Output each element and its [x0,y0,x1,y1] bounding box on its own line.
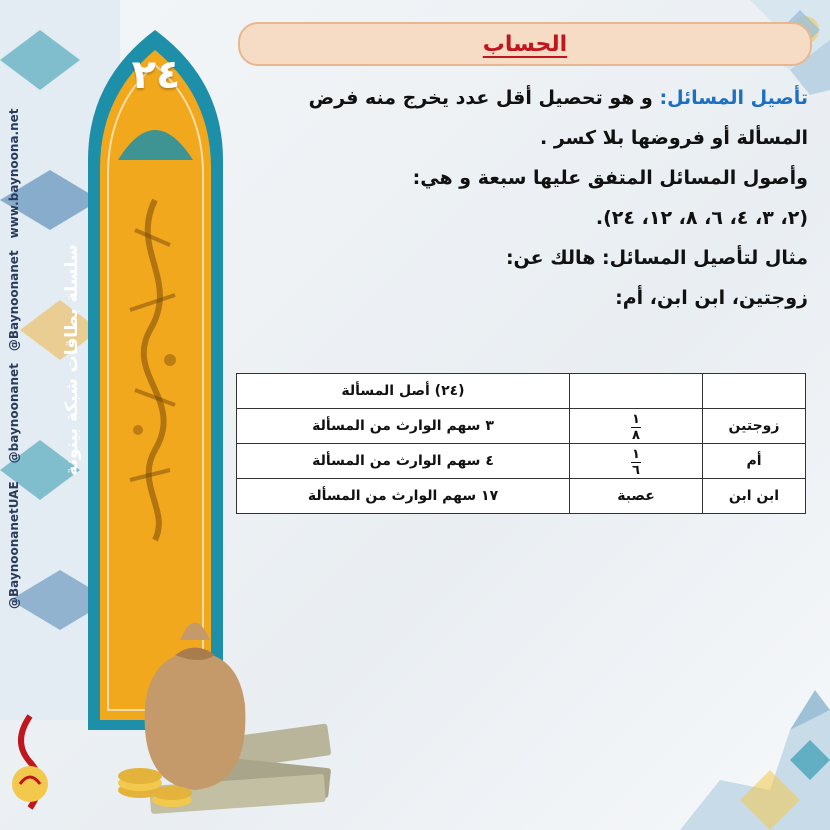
lesson-text [240,78,808,318]
definition-paragraph [240,78,808,158]
geometric-pattern-bottom-right [640,630,830,830]
origins-list: (٢، ٣، ٤، ٦، ٨، ١٢، ٢٤). [595,207,808,229]
table-cell [570,374,703,409]
example-heirs: زوجتين، ابن ابن، أم: [615,287,808,309]
portion-cell: ٣ سهم الوارث من المسألة [237,409,570,444]
share-cell [570,444,703,479]
portion-cell: ٤ سهم الوارث من المسألة [237,444,570,479]
table-row [237,409,806,444]
fraction-denominator: ٦ [632,462,640,478]
table-cell [703,374,806,409]
fraction [631,413,641,442]
section-title: الحساب [482,31,568,57]
series-title: سلسلة بطاقات شبكة بينونة [62,244,82,476]
origins-intro: وأصول المسائل المتفق عليها سبعة و هي: [412,167,808,189]
card-number: ٢٤ [131,52,181,98]
inheritance-table [236,373,806,514]
fraction [631,448,641,477]
example-intro: مثال لتأصيل المسائل: هالك عن: [505,247,808,269]
social-handle-uae[interactable]: @BaynoonanetUAE [7,481,21,609]
heir-cell: زوجتين [703,409,806,444]
baynoona-logo [4,712,56,812]
fraction-numerator: ١ [632,411,640,427]
definition-text: و هو تحصيل أقل عدد يخرج منه فرض المسألة أو فروضها بلا كسر . [308,87,808,149]
table-row [237,444,806,479]
origin-header-cell: (٢٤) أصل المسألة [237,374,570,409]
fraction-numerator: ١ [632,446,640,462]
table-row [237,479,806,514]
section-header [238,22,812,66]
heir-cell: أم [703,444,806,479]
table-header-row [237,374,806,409]
heir-cell: ابن ابن [703,479,806,514]
share-cell: عصبة [570,479,703,514]
money-bag-illustration [100,585,335,820]
fraction-denominator: ٨ [632,427,640,443]
share-cell [570,409,703,444]
social-handle-main[interactable]: @baynoonanet [7,363,21,464]
portion-cell: ١٧ سهم الوارث من المسألة [237,479,570,514]
calligraphy-artwork [110,190,200,550]
social-handle-alt[interactable]: @Baynoonanet [7,250,21,352]
social-links-strip [5,108,23,621]
term-label: تأصيل المسائل: [659,87,808,109]
website-link[interactable]: www.baynoona.net [7,108,21,239]
